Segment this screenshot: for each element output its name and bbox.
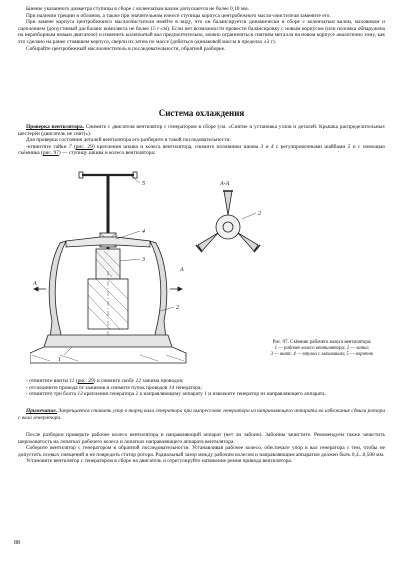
callout-2: 2 [176, 305, 179, 311]
text-run: ) — ступицу шкива и колесо вентилятора; [58, 150, 156, 157]
callout-1: 1 [58, 357, 61, 363]
caption-line-2: 1 — рабочее колесо вентилятора; 2 — лапка; [274, 346, 370, 351]
text-run: 3 [260, 143, 264, 150]
text-run: 7 [68, 143, 72, 150]
text-run: ) и снимите скобу [93, 378, 136, 384]
outro-paragraph-1: После разборки проверьте рабочее колесо вентилятора и направляющий аппарат (нет ли забоин). Забоины зачистите. Рекомендуем также зачистить шероховатость на лопатках рабочего колеса и лопатках направляющего аппарата вентилятора. [18, 432, 385, 445]
text-run: 13 [77, 391, 83, 398]
section-label-aa: А-А [220, 181, 230, 187]
check-lead: Проверка вентилятора. [26, 124, 84, 130]
note-label: Примечание. [26, 408, 58, 414]
callout-4: 4 [142, 229, 145, 235]
puller-drawing [30, 171, 276, 371]
intro-block [18, 6, 385, 52]
text-run: 1 [204, 391, 207, 398]
text-run: -отвинтите гайки [26, 143, 69, 150]
steps-block [18, 378, 385, 398]
text-run: крепления генератора [82, 391, 136, 398]
text-run: 14 [168, 384, 175, 391]
text-run: генератора; [174, 384, 202, 391]
text-run: и извлеките генератор из направляющего аппарата. [206, 391, 326, 398]
text-run: 2 [135, 391, 139, 398]
figure-link-97[interactable]: рис. 97 [42, 150, 59, 157]
figure-caption [268, 340, 376, 358]
text-run: 5 [347, 143, 351, 150]
note-text: Запрещается ставить упор в торец вала генератора при выпрессовке генератора из направляющего аппарата во избежание сдвига ротора с вала генератора. [18, 408, 386, 421]
check-lead-text: Снимите с двигателя вентилятор с генератором в сборе (см. «Снятие и установка узлов и деталей. Крышка распределительных шестерён (двигатель не снят)»). [18, 124, 385, 137]
caption-title: Рис. 97. Съёмник рабочего колеса вентилятора: [272, 340, 372, 345]
text-run: и с помощью съёмника ( [18, 143, 385, 157]
text-run: с регулировочными шайбами [273, 143, 348, 150]
text-run: ( [74, 378, 78, 384]
intro-paragraph-1: Биение указанного диаметра ступицы в сборе с коленчатым валом допускается не более 0,10 мм. [26, 6, 249, 12]
text-run: ) крепления шкива и колеса вентилятора, снимите половинки шкива [92, 143, 261, 150]
outro-block [18, 432, 385, 465]
check-block [18, 124, 385, 157]
text-run: 4 [270, 143, 274, 150]
text-run: и [263, 143, 271, 150]
text-run: 11 [69, 378, 75, 384]
callout-3: 3 [142, 257, 145, 263]
callout-2-section: 2 [258, 211, 261, 217]
note-block [18, 408, 385, 421]
caption-line-3: 3 — винт; 4 — втулка с маховиком; 5 — вороток [270, 352, 374, 357]
figure-link-29-b[interactable]: рис. 29 [77, 378, 94, 384]
text-run: - отвинтите винты [26, 378, 70, 384]
section-title: Система охлаждения [158, 108, 245, 118]
check-paragraph-3 [18, 144, 385, 157]
intro-paragraph-3: При замене корпуса центробежного маслоочистителя имейте в виду, что он балансируется динамически в сборе с коленчатым валом, маховиком и сцеплением (допустимый дисбаланс комплекта не более 15 г·см). Если нет возможности провести балансировку с новым корпусом (или поломка обнаружена на неразборным новым двигателе) и изменить коленчатый вал предпочтительно, можно ограничиться снятием металла на новом корпусе аналогично тому, как это сделано на ранее стоявшем корпусе, сверли их затем по массе (добиться одинаковой массы в пределах ±3 г). [18, 19, 385, 45]
outro-paragraph-2: Соберите вентилятор с генератором в обратной последовательности. Устанавливая рабочее колесо, обеспечьте упор в вал генератора с тем, чтобы не допустить осевых смещений и не повредить статор ротора. Радиальный зазор между рабочим колесом и направляющим аппаратом должен быть 0,4...0,508 мм. [18, 445, 385, 458]
intro-paragraph-2: При наличии трещин и обломов, а также при значительном износе ступицы корпуса центробежного масло-очистителя замените его. [26, 12, 331, 19]
intro-paragraph-4: Собирайте центробежный маслоочиститель в последовательности, обратной разборке. [26, 45, 226, 52]
check-paragraph-2: Для проверки состояния деталей вентилятора его разберите в такой последовательности: [26, 137, 231, 144]
figure-link-29[interactable]: рис. 29 [75, 143, 93, 150]
text-run: к направляющему аппарату [138, 391, 205, 398]
callout-5: 5 [142, 181, 145, 187]
text-run: 12 [135, 378, 141, 384]
text-run: ( [71, 143, 76, 150]
outro-paragraph-3: Установите вентилятор с генератором в сборе на двигатель и отрегулируйте натяжение ремня привода вентилятора. [26, 458, 293, 465]
page-number: 88 [14, 540, 20, 546]
check-paragraph-1 [18, 124, 385, 137]
text-run: - отвинтите три болта [26, 391, 78, 398]
step-1 [18, 378, 385, 385]
note-paragraph [18, 408, 385, 421]
section-mark-a-top: А [180, 267, 184, 273]
text-run: - отсоедините провода от зажимов и снимите пучок проводов [26, 384, 169, 391]
text-run: зажима проводов; [140, 378, 184, 384]
step-3 [18, 391, 385, 398]
section-mark-a-left: А [33, 281, 37, 287]
